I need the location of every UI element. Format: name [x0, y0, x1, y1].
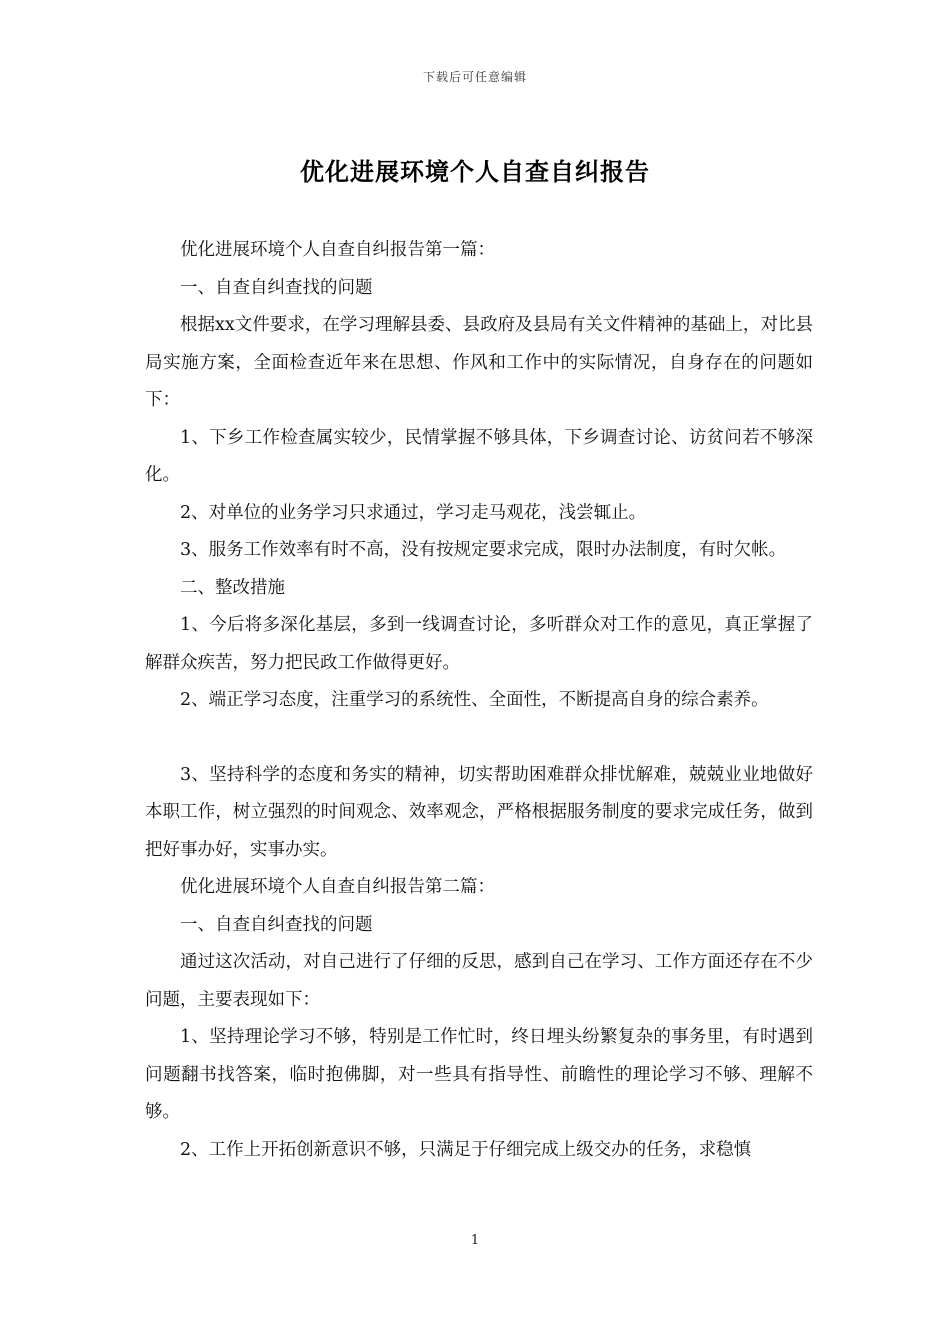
paragraph-intro-2: 通过这次活动，对自己进行了仔细的反思，感到自己在学习、工作方面还存在不少问题，主要表现如下：: [145, 952, 813, 1010]
paragraph-problem-2: 2、对单位的业务学习只求通过，学习走马观花，浅尝辄止。: [180, 502, 647, 523]
page-number: 1: [470, 1233, 480, 1248]
paragraph-measure-3: 3、坚持科学的态度和务实的精神，切实帮助困难群众排忧解难，兢兢业业地做好本职工作，树立强烈的时间观念、效率观念，严格根据服务制度的要求完成任务，做到把好事办好，实事办实。: [145, 764, 813, 860]
paragraph-part-two-heading: 优化进展环境个人自查自纠报告第二篇：: [180, 877, 495, 897]
paragraph-problem-2-1: 1、坚持理论学习不够，特别是工作忙时，终日埋头纷繁复杂的事务里，有时遇到问题翻书找答案，临时抱佛脚，对一些具有指导性、前瞻性的理论学习不够、理解不够。: [145, 1027, 813, 1122]
paragraph-measure-2: 2、端正学习态度，注重学习的系统性、全面性，不断提高自身的综合素养。: [180, 690, 769, 710]
paragraph-part-one-heading: 优化进展环境个人自查自纠报告第一篇：: [180, 240, 495, 260]
document-title: 优化进展环境个人自查自纠报告: [300, 157, 650, 186]
paragraph-intro: 根据xx文件要求，在学习理解县委、县政府及县局有关文件精神的基础上，对比县局实施方案，全面检查近年来在思想、作风和工作中的实际情况，自身存在的问题如下：: [145, 315, 813, 410]
paragraph-section-measures: 二、整改措施: [180, 577, 285, 598]
paragraph-problem-1: 1、下乡工作检查属实较少，民情掌握不够具体，下乡调查讨论、访贫问若不够深化。: [145, 427, 813, 485]
paragraph-problem-3: 3、服务工作效率有时不高，没有按规定要求完成，限时办法制度，有时欠帐。: [180, 540, 787, 560]
paragraph-section-problems-2: 一、自查自纠查找的问题: [180, 914, 373, 935]
header-note: 下载后可任意编辑: [422, 70, 527, 84]
paragraph-section-problems: 一、自查自纠查找的问题: [180, 277, 373, 298]
paragraph-measure-1: 1、今后将多深化基层，多到一线调查讨论，多听群众对工作的意见，真正掌握了解群众疾苦，努力把民政工作做得更好。: [145, 615, 813, 673]
document-body: [145, 232, 813, 1169]
paragraph-problem-2-2: 2、工作上开拓创新意识不够，只满足于仔细完成上级交办的任务，求稳慎: [180, 1139, 752, 1160]
